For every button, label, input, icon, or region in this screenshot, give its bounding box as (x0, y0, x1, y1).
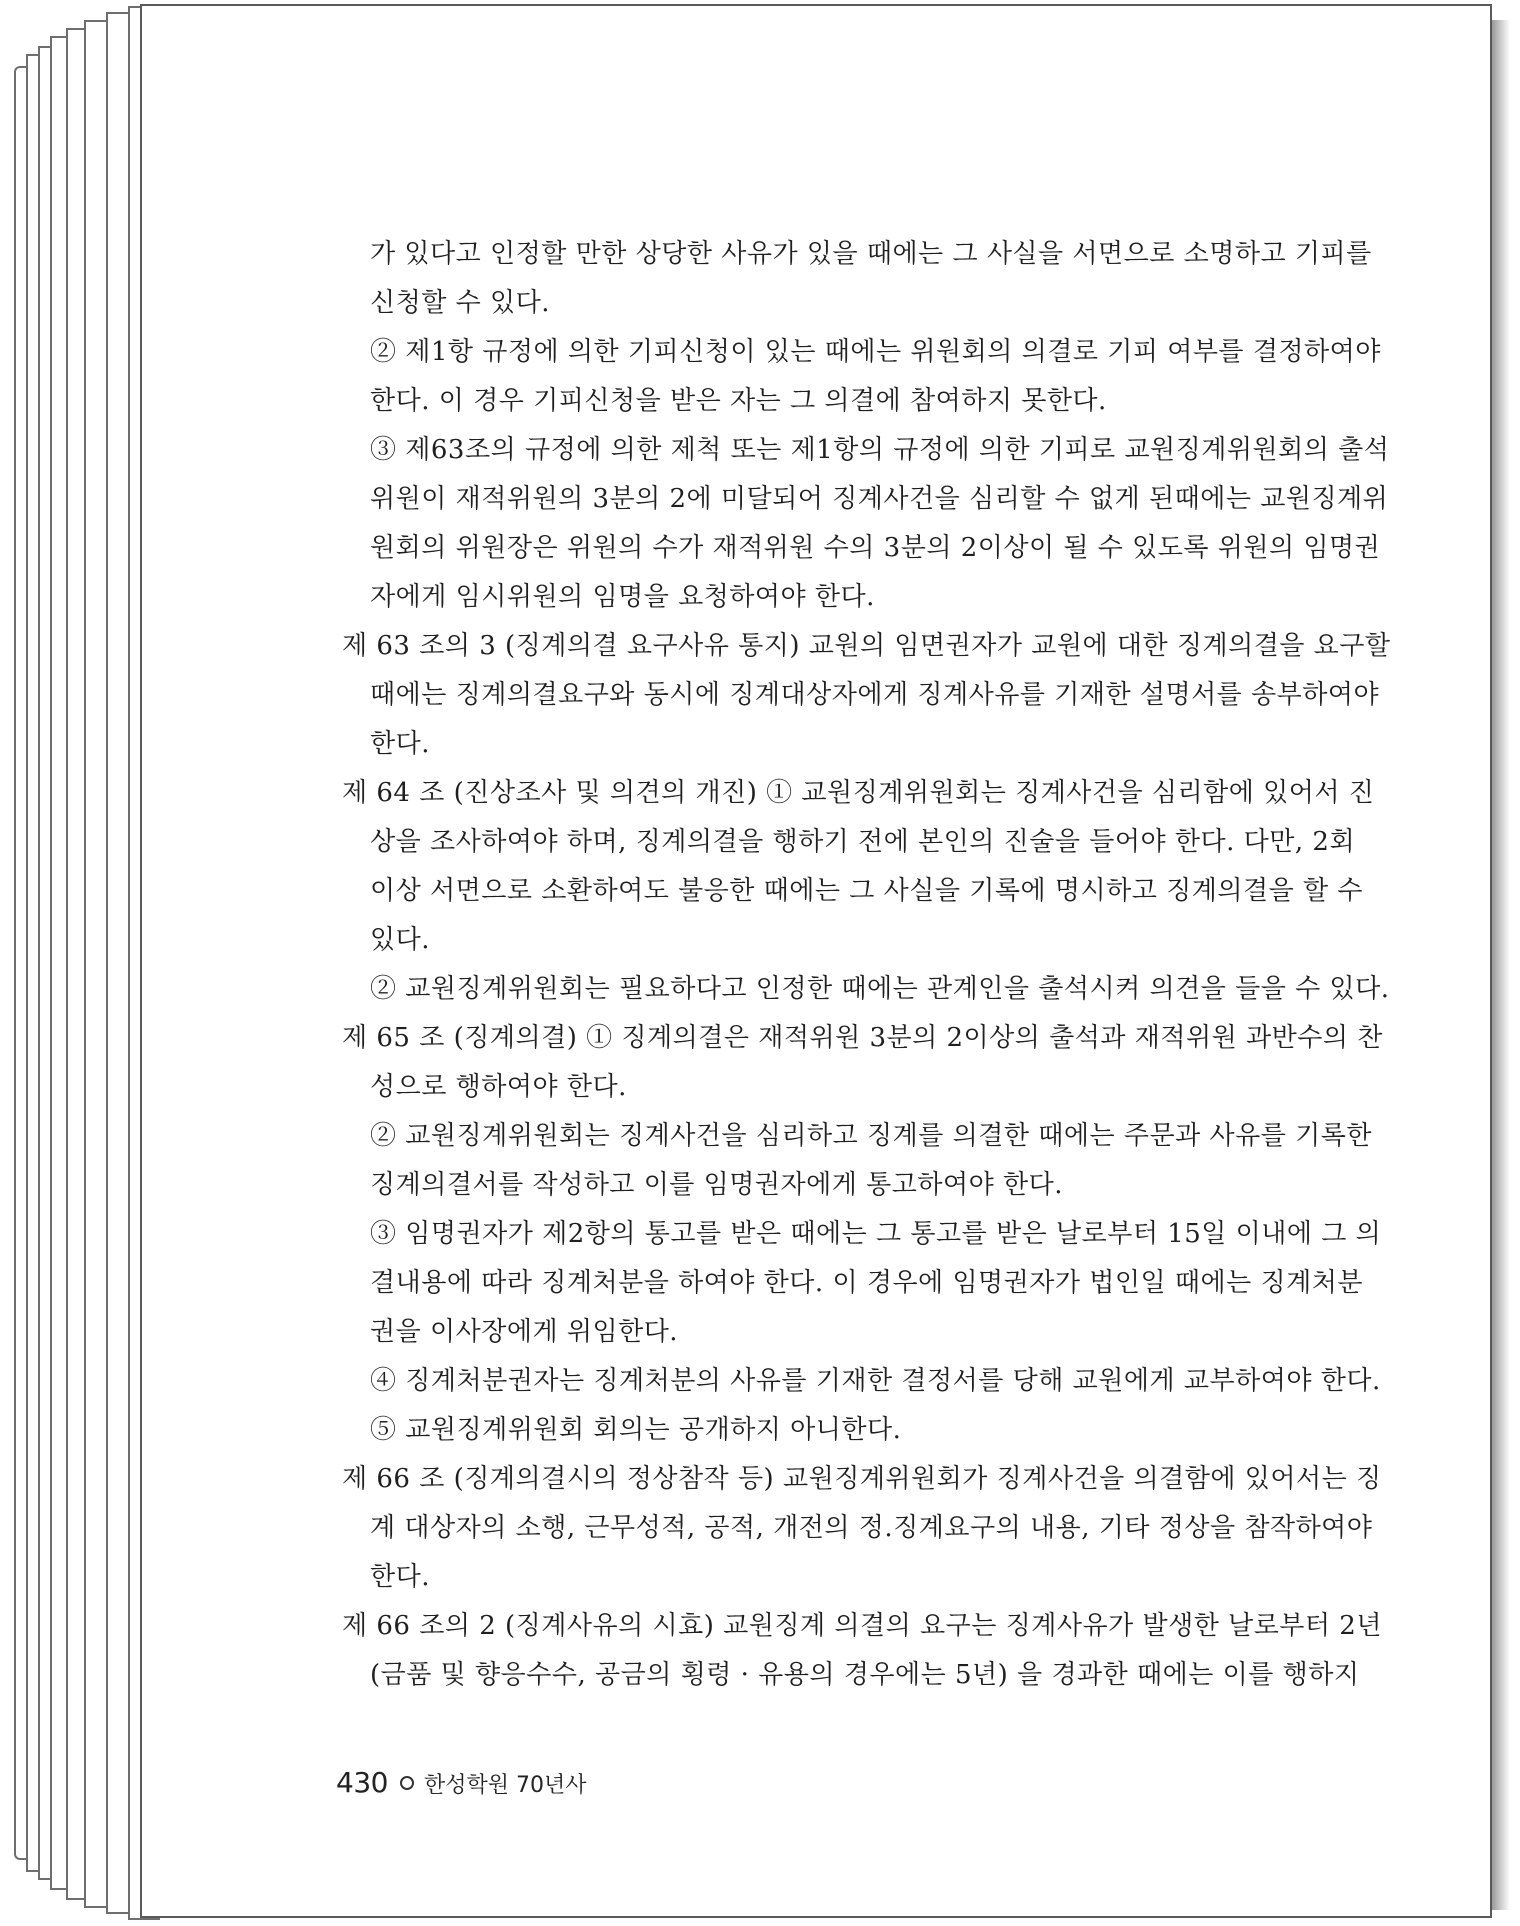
text-line: 이상 서면으로 소환하여도 불응한 때에는 그 사실을 기록에 명시하고 징계의결을 할 수 (370, 876, 1363, 906)
text-line: 계 대상자의 소행, 근무성적, 공적, 개전의 정.징계요구의 내용, 기타 정상을 참작하여야 (370, 1513, 1373, 1543)
text-line: 징계의결서를 작성하고 이를 임명권자에게 통고하여야 한다. (370, 1170, 1063, 1200)
text-line: 있다. (370, 925, 430, 955)
text-line: 신청할 수 있다. (370, 288, 550, 318)
text-line: ④ 징계처분권자는 징계처분의 사유를 기재한 결정서를 당해 교원에게 교부하여야 한다. (370, 1366, 1381, 1396)
text-line: ② 교원징계위원회는 징계사건을 심리하고 징계를 의결한 때에는 주문과 사유를 기록한 (370, 1121, 1372, 1151)
text-line: ② 제1항 규정에 의한 기피신청이 있는 때에는 위원회의 의결로 기피 여부를 결정하여야 (370, 337, 1381, 367)
text-line: 한다. (370, 729, 430, 759)
text-line: 때에는 징계의결요구와 동시에 징계대상자에게 징계사유를 기재한 설명서를 송부하여야 (370, 680, 1380, 710)
article-heading-line: 제 64 조 (진상조사 및 의견의 개진) ① 교원징계위원회는 징계사건을 심리함에 있어서 진 (342, 778, 1375, 808)
text-line: 상을 조사하여야 하며, 징계의결을 행하기 전에 본인의 진술을 들어야 한다. 다만, 2회 (370, 827, 1356, 857)
page-number: 430 (336, 1766, 388, 1799)
text-line: 권을 이사장에게 위임한다. (370, 1317, 679, 1347)
text-line: 원회의 위원장은 위원의 수가 재적위원 수의 3분의 2이상이 될 수 있도록 위원의 임명권 (370, 533, 1381, 563)
text-line: 결내용에 따라 징계처분을 하여야 한다. 이 경우에 임명권자가 법인일 때에는 징계처분 (370, 1268, 1363, 1298)
article-heading-line: 제 66 조의 2 (징계사유의 시효) 교원징계 의결의 요구는 징계사유가 발생한 날로부터 2년 (342, 1611, 1382, 1641)
text-line: ③ 임명권자가 제2항의 통고를 받은 때에는 그 통고를 받은 날로부터 15일 이내에 그 의 (370, 1219, 1382, 1249)
text-line: ⑤ 교원징계위원회 회의는 공개하지 아니한다. (370, 1415, 902, 1445)
text-line: ③ 제63조의 규정에 의한 제척 또는 제1항의 규정에 의한 기피로 교원징계위원회의 출석 (370, 435, 1390, 465)
article-heading-line: 제 63 조의 3 (징계의결 요구사유 통지) 교원의 임면권자가 교원에 대한 징계의결을 요구할 (342, 631, 1391, 661)
text-line: 한다. 이 경우 기피신청을 받은 자는 그 의결에 참여하지 못한다. (370, 386, 1107, 416)
text-line: 가 있다고 인정할 만한 상당한 사유가 있을 때에는 그 사실을 서면으로 소명하고 기피를 (370, 239, 1372, 269)
book-title: 한성학원 70년사 (423, 1773, 587, 1798)
text-line: (금품 및 향응수수, 공금의 횡령 · 유용의 경우에는 5년) 을 경과한 때에는 이를 행하지 (370, 1660, 1360, 1690)
text-line: 자에게 임시위원의 임명을 요청하여야 한다. (370, 582, 875, 612)
text-line: ② 교원징계위원회는 필요하다고 인정한 때에는 관계인을 출석시켜 의견을 들을 수 있다. (370, 974, 1390, 1004)
page-shadow (1492, 20, 1510, 1910)
text-line: 한다. (370, 1562, 430, 1592)
text-line: 위원이 재적위원의 3분의 2에 미달되어 징계사건을 심리할 수 없게 된때에는 교원징계위 (370, 484, 1389, 514)
page-footer (336, 1766, 586, 1799)
regulation-text (342, 230, 1391, 1700)
text-line: 성으로 행하여야 한다. (370, 1072, 627, 1102)
bullet-icon (400, 1776, 414, 1790)
article-heading-line: 제 66 조 (징계의결시의 정상참작 등) 교원징계위원회가 징계사건을 의결함에 있어서는 징 (342, 1464, 1382, 1494)
article-heading-line: 제 65 조 (징계의결) ① 징계의결은 재적위원 3분의 2이상의 출석과 재적위원 과반수의 찬 (342, 1023, 1383, 1053)
